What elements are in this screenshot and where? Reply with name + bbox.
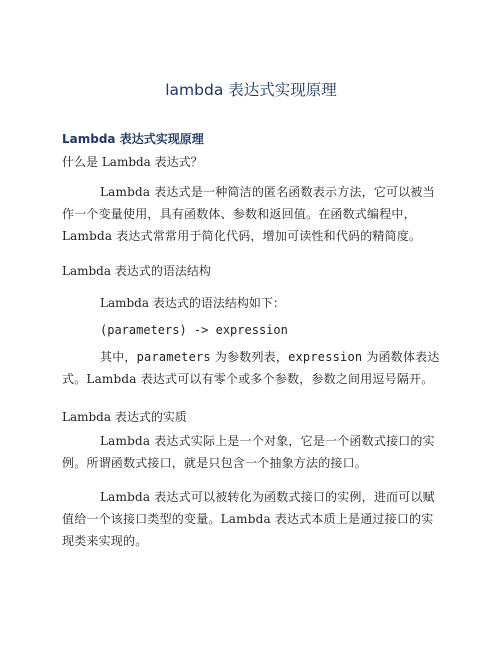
syntax-explanation: [62, 346, 444, 390]
section-heading: Lambda 表达式实现原理: [62, 132, 204, 146]
expression-term: expression: [288, 350, 363, 364]
param-term: parameters: [136, 350, 211, 364]
syntax-code: (parameters) -> expression: [100, 323, 288, 337]
essence-paragraph-1: Lambda 表达式实际上是一个对象，它是一个函数式接口的实例。所谓函数式接口，就是只包含一个抽象方法的接口。: [62, 434, 435, 470]
what-is-lambda-heading: 什么是 Lambda 表达式？: [62, 155, 203, 169]
document-title: lambda 表达式实现原理: [165, 81, 337, 99]
syntax-heading: Lambda 表达式的语法结构: [62, 264, 211, 278]
syntax-intro: Lambda 表达式的语法结构如下：: [100, 296, 285, 310]
syntax-explain-prefix: 其中，: [100, 350, 137, 364]
syntax-explain-mid: 为参数列表，: [210, 350, 289, 364]
what-is-lambda-paragraph: Lambda 表达式是一种简洁的匿名函数表示方法，它可以被当作一个变量使用，具有函数体、参数和返回值。在函数式编程中，Lambda 表达式常常用于简化代码，增加可读性和代码的精简度。: [62, 185, 435, 243]
syntax-explain-suffix: 为函数体表达式。Lambda 表达式可以有零个或多个参数，参数之间用逗号隔开。: [62, 350, 440, 386]
essence-paragraph-2: Lambda 表达式可以被转化为函数式接口的实例，进而可以赋值给一个该接口类型的变量。Lambda 表达式本质上是通过接口的实现类来实现的。: [62, 490, 435, 548]
essence-heading: Lambda 表达式的实质: [62, 410, 187, 424]
